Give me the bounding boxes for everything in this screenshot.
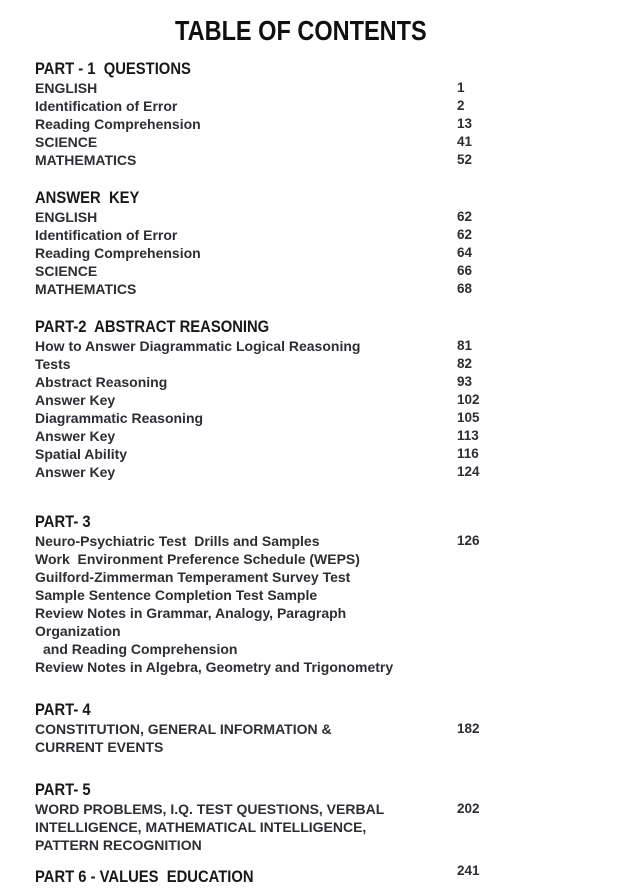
section-heading [35, 188, 617, 208]
toc-row-label: SCIENCE [35, 134, 98, 150]
toc-row-label: Tests [35, 356, 71, 372]
toc-row-page: 68 [457, 281, 473, 296]
toc-row-label: PATTERN RECOGNITION [35, 837, 202, 853]
section-heading [35, 59, 617, 79]
toc-row [35, 373, 617, 391]
toc-row-label: Identification of Error [35, 98, 178, 114]
toc-row [35, 622, 617, 640]
toc-row [35, 244, 617, 262]
toc-row [35, 262, 617, 280]
toc-row-page: 13 [457, 116, 473, 131]
toc-row-label: Reading Comprehension [35, 245, 201, 261]
toc-row [35, 568, 617, 586]
toc-row-label: Answer Key [35, 392, 116, 408]
toc-row-label: Work Environment Preference Schedule (WEPS) [35, 551, 360, 567]
toc-section [35, 188, 617, 298]
toc-row [35, 151, 617, 169]
section-rows [35, 208, 617, 298]
toc-section [35, 59, 617, 169]
toc-row-label: MATHEMATICS [35, 152, 137, 168]
toc-row-label: Sample Sentence Completion Test Sample [35, 587, 318, 603]
toc-row-label: SCIENCE [35, 263, 98, 279]
toc-row-page: 2 [457, 98, 465, 113]
toc-row-page: 113 [457, 428, 479, 443]
toc-row-label: CONSTITUTION, GENERAL INFORMATION & [35, 721, 332, 737]
toc-row-page: 182 [457, 721, 480, 736]
section-heading-label: PART-2 ABSTRACT REASONING [35, 317, 270, 336]
toc-row-label: Spatial Ability [35, 446, 128, 462]
toc-row [35, 391, 617, 409]
toc-row [35, 280, 617, 298]
toc-section [35, 512, 617, 676]
toc-row [35, 409, 617, 427]
toc-row-label: Review Notes in Algebra, Geometry and Trigonometry [35, 659, 394, 675]
toc-row-page: 1 [457, 80, 465, 95]
section-heading-label: PART- 3 [35, 512, 91, 531]
toc-row [35, 226, 617, 244]
section-heading [35, 700, 617, 720]
toc-row-page: 116 [457, 446, 479, 461]
section-rows [35, 79, 617, 169]
toc-row-page: 62 [457, 209, 473, 224]
toc-row-page: 52 [457, 152, 473, 167]
toc-row-label: and Reading Comprehension [43, 641, 238, 657]
toc-row-label: WORD PROBLEMS, I.Q. TEST QUESTIONS, VERBAL [35, 801, 385, 817]
toc-row [35, 463, 617, 481]
toc-section [35, 700, 617, 756]
toc-row-label: Organization [35, 623, 121, 639]
toc-row [35, 738, 617, 756]
toc-row-label: MATHEMATICS [35, 281, 137, 297]
toc-row-page: 82 [457, 356, 473, 371]
toc-row-page: 62 [457, 227, 473, 242]
page-title [0, 16, 609, 46]
toc-row-page: 41 [457, 134, 473, 149]
toc-row-label: Neuro-Psychiatric Test Drills and Samples [35, 533, 320, 549]
section-heading [35, 317, 617, 337]
toc-row [35, 355, 617, 373]
toc-row [35, 640, 617, 658]
toc-row [35, 658, 617, 676]
toc-row [35, 427, 617, 445]
section-heading-label: PART - 1 QUESTIONS [35, 59, 191, 78]
toc-row [35, 550, 617, 568]
toc-row [35, 97, 617, 115]
toc-row-label: INTELLIGENCE, MATHEMATICAL INTELLIGENCE, [35, 819, 367, 835]
toc-row-page: 66 [457, 263, 473, 278]
toc-row-page: 93 [457, 374, 473, 389]
toc-row-page: 105 [457, 410, 480, 425]
toc-row-page: 81 [457, 338, 473, 353]
toc-section [35, 317, 617, 481]
section-heading [35, 780, 617, 800]
section-heading-label: ANSWER KEY [35, 188, 140, 207]
toc-sections [35, 59, 617, 887]
toc-row-label: Reading Comprehension [35, 116, 201, 132]
toc-row [35, 208, 617, 226]
toc-row [35, 586, 617, 604]
toc-row [35, 337, 617, 355]
section-rows [35, 337, 617, 481]
toc-row-label: Review Notes in Grammar, Analogy, Paragraph [35, 605, 347, 621]
section-rows [35, 532, 617, 676]
toc-row-label: How to Answer Diagrammatic Logical Reasoning [35, 338, 361, 354]
toc-section [35, 863, 617, 887]
toc-row-page: 64 [457, 245, 473, 260]
section-heading-label: PART- 4 [35, 700, 91, 719]
section-heading-page: 241 [457, 863, 480, 878]
toc-row-label: CURRENT EVENTS [35, 739, 164, 755]
toc-row-label: Identification of Error [35, 227, 178, 243]
toc-row [35, 800, 617, 818]
toc-row-label: Answer Key [35, 464, 116, 480]
toc-row-page: 102 [457, 392, 480, 407]
toc-row [35, 720, 617, 738]
toc-row-label: ENGLISH [35, 80, 98, 96]
toc-row-page: 126 [457, 533, 480, 548]
section-rows [35, 720, 617, 756]
toc-row-label: ENGLISH [35, 209, 98, 225]
toc-row-page: 124 [457, 464, 480, 479]
toc-row [35, 445, 617, 463]
toc-row-label: Abstract Reasoning [35, 374, 168, 390]
section-heading [35, 863, 617, 887]
toc-row [35, 79, 617, 97]
toc-row-page: 202 [457, 801, 480, 816]
toc-row-label: Diagrammatic Reasoning [35, 410, 204, 426]
section-heading [35, 512, 617, 532]
toc-section [35, 780, 617, 854]
toc-row [35, 604, 617, 622]
toc-row [35, 836, 617, 854]
toc-row-label: Answer Key [35, 428, 116, 444]
toc-row [35, 818, 617, 836]
section-rows [35, 800, 617, 854]
section-heading-label: PART 6 - VALUES EDUCATION [35, 867, 254, 886]
toc-row [35, 532, 617, 550]
section-heading-label: PART- 5 [35, 780, 91, 799]
toc-row [35, 115, 617, 133]
toc-row [35, 133, 617, 151]
page-title-text: TABLE OF CONTENTS [174, 15, 427, 46]
toc-row-label: Guilford-Zimmerman Temperament Survey Test [35, 569, 351, 585]
